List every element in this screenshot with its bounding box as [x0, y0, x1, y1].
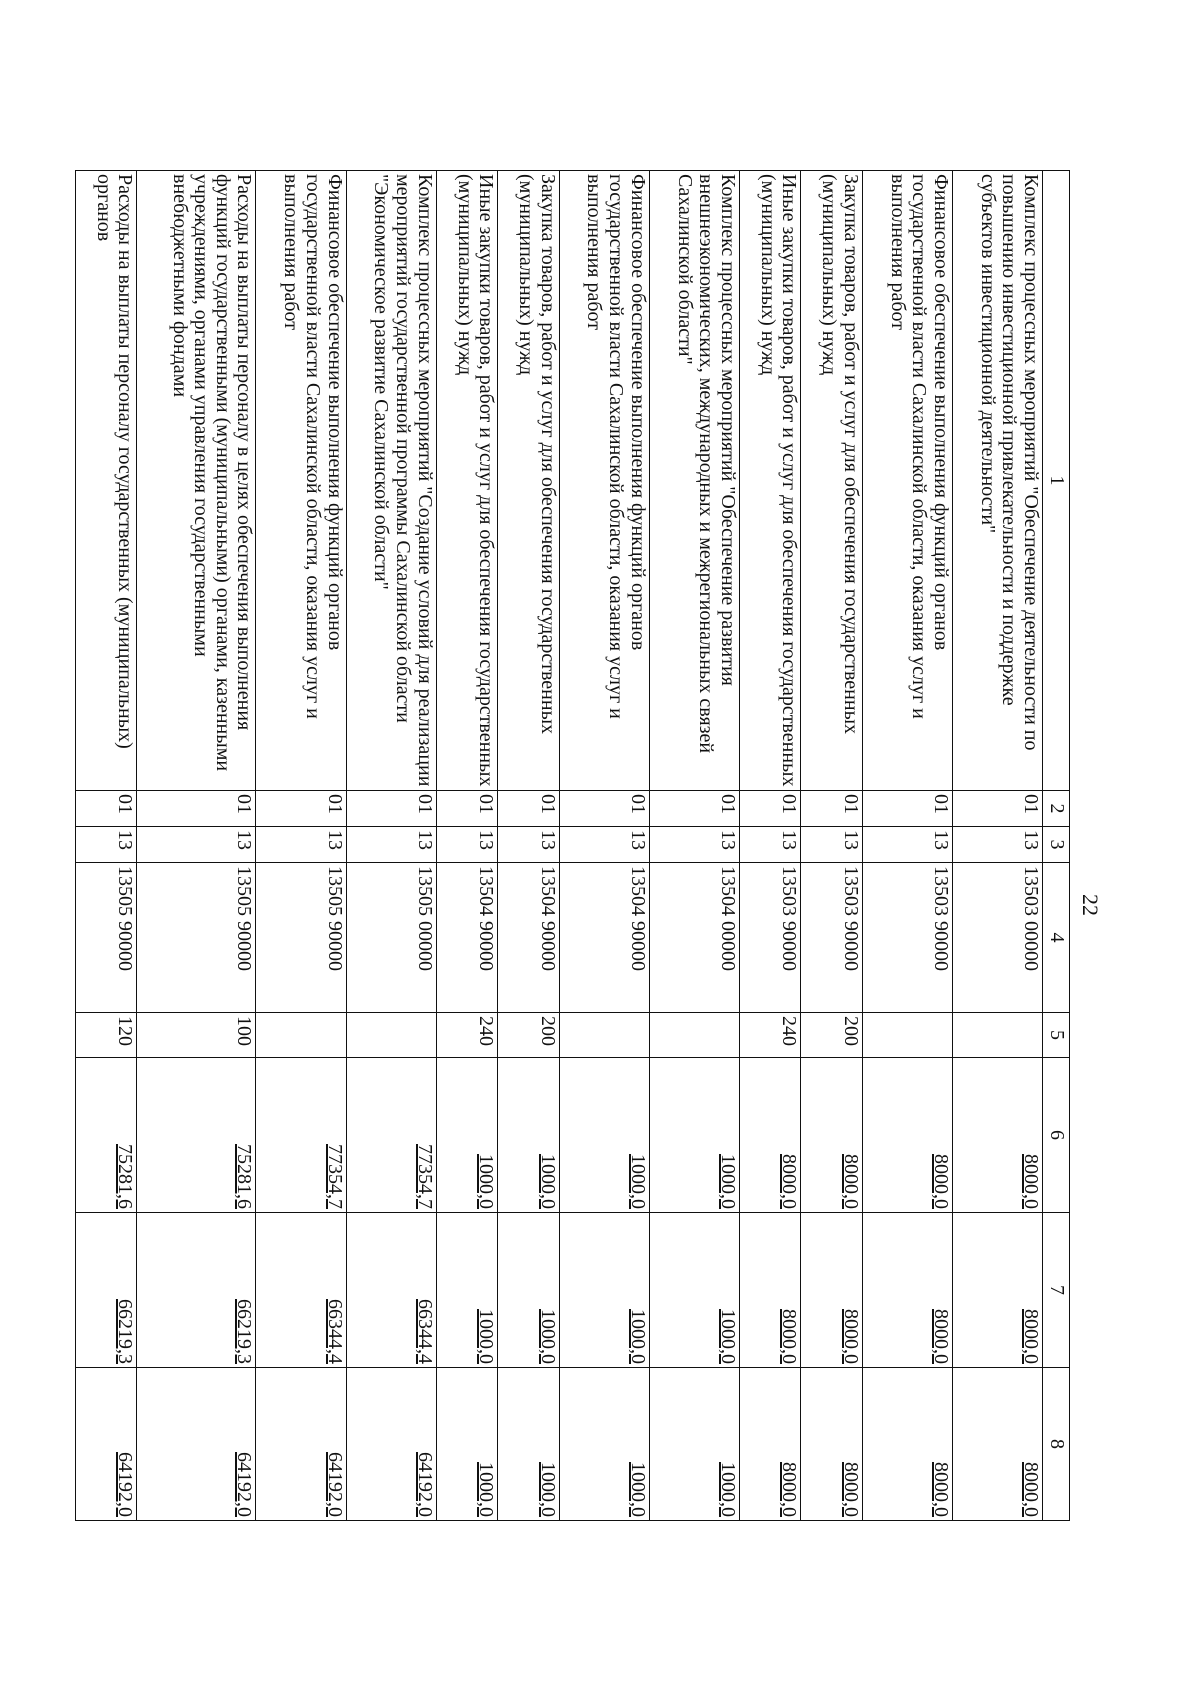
row-section: 01 [559, 791, 649, 827]
row-name: Иные закупки товаров, работ и услуг для обеспечения государственных (муниципальных) нужд [739, 171, 800, 791]
row-target-article: 13505 90000 [137, 863, 256, 1013]
budget-table-wrapper [75, 170, 1070, 1520]
row-target-article: 13505 90000 [76, 863, 138, 1013]
row-target-article: 13504 90000 [436, 863, 497, 1013]
row-section: 01 [256, 791, 346, 827]
header-col-8: 8 [1043, 1368, 1070, 1521]
row-name: Финансовое обеспечение выполнения функций органов государственной власти Сахалинской области, оказания услуг и выполнения работ [862, 171, 952, 791]
row-name: Комплекс процессных мероприятий "Обеспечение деятельности по повышению инвестиционной привлекательности и поддержке субъектов инвестиционной деятельности" [952, 171, 1042, 791]
row-amount-year2: 8000,0 [739, 1213, 800, 1368]
page-number: 22 [1078, 894, 1103, 916]
row-target-article: 13504 90000 [559, 863, 649, 1013]
row-expense-type: 200 [801, 1013, 862, 1058]
header-col-7: 7 [1043, 1213, 1070, 1368]
row-section: 01 [346, 791, 436, 827]
table-row [801, 171, 862, 1521]
row-name: Закупка товаров, работ и услуг для обеспечения государственных (муниципальных) нужд [801, 171, 862, 791]
budget-table [75, 170, 1070, 1521]
row-expense-type: 240 [436, 1013, 497, 1058]
row-name: Финансовое обеспечение выполнения функций органов государственной власти Сахалинской области, оказания услуг и выполнения работ [559, 171, 649, 791]
row-amount-year2: 8000,0 [862, 1213, 952, 1368]
table-row [76, 171, 138, 1521]
header-col-3: 3 [1043, 827, 1070, 863]
row-amount-year3: 64192,0 [256, 1368, 346, 1521]
row-amount-year1: 77354,7 [346, 1058, 436, 1213]
row-name: Расходы на выплаты персоналу в целях обеспечения выполнения функций государственными (муниципальными) органами, казенными учреждениями, органами управления государственными внебюджетными фондами [137, 171, 256, 791]
header-row [1043, 171, 1070, 1521]
row-section: 01 [498, 791, 559, 827]
row-amount-year3: 8000,0 [952, 1368, 1042, 1521]
row-name: Комплекс процессных мероприятий "Обеспечение развития внешнеэкономических, международных и межрегиональных связей Сахалинской области" [649, 171, 739, 791]
row-amount-year2: 66219,3 [137, 1213, 256, 1368]
row-amount-year2: 1000,0 [649, 1213, 739, 1368]
header-col-1: 1 [1043, 171, 1070, 791]
row-expense-type [862, 1013, 952, 1058]
row-amount-year1: 1000,0 [559, 1058, 649, 1213]
row-expense-type [649, 1013, 739, 1058]
row-amount-year3: 64192,0 [137, 1368, 256, 1521]
row-amount-year1: 75281,6 [137, 1058, 256, 1213]
row-amount-year2: 1000,0 [436, 1213, 497, 1368]
row-expense-type [346, 1013, 436, 1058]
row-section: 01 [137, 791, 256, 827]
table-row [952, 171, 1042, 1521]
row-target-article: 13503 90000 [801, 863, 862, 1013]
row-subsection: 13 [801, 827, 862, 863]
row-amount-year1: 8000,0 [801, 1058, 862, 1213]
row-subsection: 13 [649, 827, 739, 863]
row-subsection: 13 [739, 827, 800, 863]
row-name: Комплекс процессных мероприятий "Создание условий для реализации мероприятий государственной программы Сахалинской области "Экономическое развитие Сахалинской области" [346, 171, 436, 791]
row-amount-year2: 66219,3 [76, 1213, 138, 1368]
row-name: Иные закупки товаров, работ и услуг для обеспечения государственных (муниципальных) нужд [436, 171, 497, 791]
row-section: 01 [801, 791, 862, 827]
row-subsection: 13 [137, 827, 256, 863]
row-expense-type: 120 [76, 1013, 138, 1058]
row-target-article: 13504 90000 [498, 863, 559, 1013]
row-expense-type: 240 [739, 1013, 800, 1058]
row-amount-year3: 1000,0 [649, 1368, 739, 1521]
table-row [739, 171, 800, 1521]
row-expense-type: 100 [137, 1013, 256, 1058]
row-amount-year2: 66344,4 [256, 1213, 346, 1368]
row-target-article: 13505 00000 [346, 863, 436, 1013]
row-amount-year2: 1000,0 [498, 1213, 559, 1368]
row-amount-year1: 8000,0 [739, 1058, 800, 1213]
row-section: 01 [436, 791, 497, 827]
row-amount-year3: 64192,0 [346, 1368, 436, 1521]
row-subsection: 13 [256, 827, 346, 863]
table-row [436, 171, 497, 1521]
table-row [256, 171, 346, 1521]
row-amount-year1: 1000,0 [436, 1058, 497, 1213]
row-amount-year2: 8000,0 [801, 1213, 862, 1368]
row-amount-year3: 1000,0 [436, 1368, 497, 1521]
row-subsection: 13 [862, 827, 952, 863]
row-expense-type [256, 1013, 346, 1058]
row-expense-type [559, 1013, 649, 1058]
row-amount-year2: 8000,0 [952, 1213, 1042, 1368]
row-section: 01 [952, 791, 1042, 827]
row-subsection: 13 [76, 827, 138, 863]
row-target-article: 13503 90000 [739, 863, 800, 1013]
row-amount-year3: 8000,0 [862, 1368, 952, 1521]
row-amount-year1: 77354,7 [256, 1058, 346, 1213]
row-subsection: 13 [346, 827, 436, 863]
row-expense-type [952, 1013, 1042, 1058]
row-amount-year1: 8000,0 [952, 1058, 1042, 1213]
row-subsection: 13 [952, 827, 1042, 863]
row-amount-year3: 8000,0 [739, 1368, 800, 1521]
row-amount-year2: 1000,0 [559, 1213, 649, 1368]
row-section: 01 [649, 791, 739, 827]
row-name: Расходы на выплаты персоналу государственных (муниципальных) органов [76, 171, 138, 791]
header-col-2: 2 [1043, 791, 1070, 827]
row-amount-year1: 1000,0 [649, 1058, 739, 1213]
row-amount-year3: 8000,0 [801, 1368, 862, 1521]
row-amount-year1: 8000,0 [862, 1058, 952, 1213]
row-target-article: 13505 90000 [256, 863, 346, 1013]
row-amount-year2: 66344,4 [346, 1213, 436, 1368]
row-amount-year3: 1000,0 [559, 1368, 649, 1521]
row-name: Закупка товаров, работ и услуг для обеспечения государственных (муниципальных) нужд [498, 171, 559, 791]
row-section: 01 [739, 791, 800, 827]
table-row [559, 171, 649, 1521]
row-subsection: 13 [436, 827, 497, 863]
row-amount-year1: 75281,6 [76, 1058, 138, 1213]
row-amount-year1: 1000,0 [498, 1058, 559, 1213]
table-row [137, 171, 256, 1521]
header-col-4: 4 [1043, 863, 1070, 1013]
table-row [498, 171, 559, 1521]
row-target-article: 13503 90000 [862, 863, 952, 1013]
table-row [862, 171, 952, 1521]
row-target-article: 13503 00000 [952, 863, 1042, 1013]
table-row [346, 171, 436, 1521]
row-subsection: 13 [559, 827, 649, 863]
row-target-article: 13504 00000 [649, 863, 739, 1013]
table-row [649, 171, 739, 1521]
header-col-5: 5 [1043, 1013, 1070, 1058]
row-amount-year3: 64192,0 [76, 1368, 138, 1521]
row-expense-type: 200 [498, 1013, 559, 1058]
row-name: Финансовое обеспечение выполнения функций органов государственной власти Сахалинской области, оказания услуг и выполнения работ [256, 171, 346, 791]
row-section: 01 [76, 791, 138, 827]
header-col-6: 6 [1043, 1058, 1070, 1213]
row-section: 01 [862, 791, 952, 827]
row-subsection: 13 [498, 827, 559, 863]
row-amount-year3: 1000,0 [498, 1368, 559, 1521]
